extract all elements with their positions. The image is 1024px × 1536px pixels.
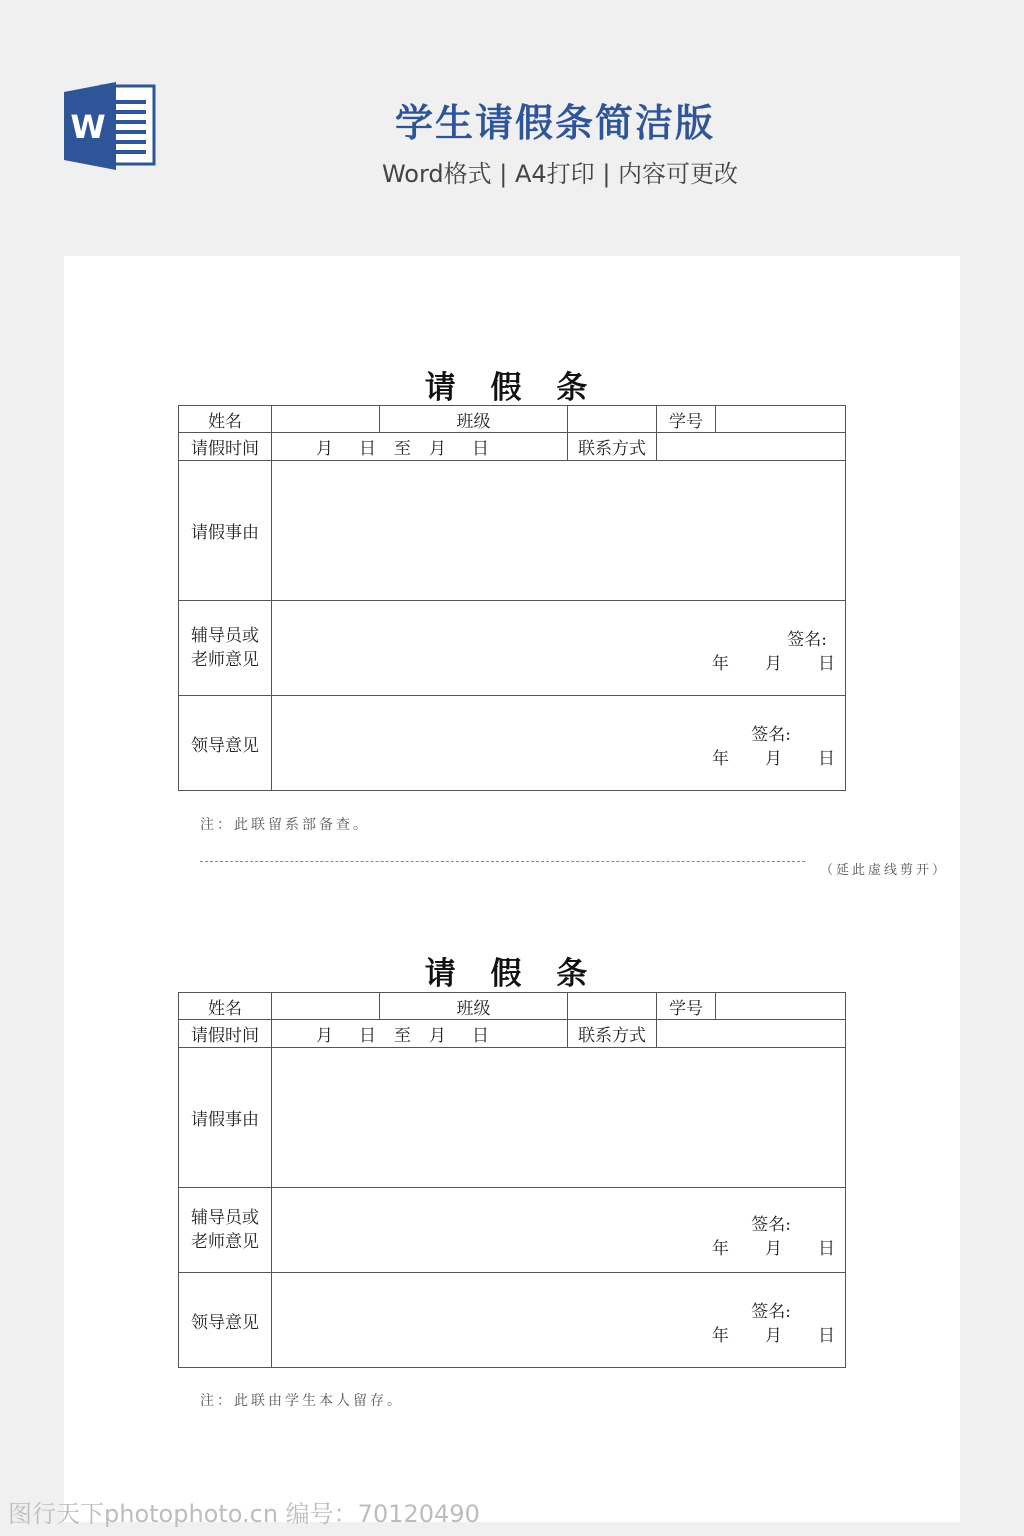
leave-time-label: 请假时间 <box>179 433 272 461</box>
cut-line <box>200 861 805 862</box>
leader-opinion-field[interactable] <box>272 1273 846 1368</box>
reason-field[interactable] <box>272 1048 846 1188</box>
svg-text:W: W <box>70 108 106 146</box>
class-field[interactable] <box>568 993 657 1020</box>
leader-opinion-field[interactable] <box>272 696 846 791</box>
page-title: 学生请假条简洁版 <box>394 101 715 145</box>
contact-label: 联系方式 <box>568 433 657 461</box>
leave-form-table <box>178 992 846 1368</box>
watermark: 图行天下photophoto.cn 编号：70120490 <box>8 1500 480 1528</box>
class-label: 班级 <box>380 406 568 433</box>
slip-note: 注：此联由学生本人留存。 <box>200 1393 404 1409</box>
leave-time-field[interactable]: 月 日 至 月 日 <box>272 433 568 461</box>
contact-field[interactable] <box>657 433 846 461</box>
student-id-field[interactable] <box>716 993 846 1020</box>
signature-label: 签名: <box>751 1302 791 1322</box>
student-id-label: 学号 <box>657 993 716 1020</box>
sign-date: 年 月 日 <box>712 1239 835 1259</box>
slip-note: 注：此联留系部备查。 <box>200 817 370 833</box>
advisor-opinion-field[interactable] <box>272 601 846 696</box>
reason-field[interactable] <box>272 461 846 601</box>
class-field[interactable] <box>568 406 657 433</box>
name-label: 姓名 <box>179 406 272 433</box>
advisor-opinion-label: 辅导员或 老师意见 <box>179 1188 272 1273</box>
cut-note: （延此虚线剪开） <box>820 863 949 878</box>
leave-time-field[interactable]: 月 日 至 月 日 <box>272 1020 568 1048</box>
page-subtitle: Word格式 | A4打印 | 内容可更改 <box>381 160 739 188</box>
name-field[interactable] <box>272 406 380 433</box>
reason-label: 请假事由 <box>179 1048 272 1188</box>
leader-opinion-label: 领导意见 <box>179 696 272 791</box>
class-label: 班级 <box>380 993 568 1020</box>
leave-time-label: 请假时间 <box>179 1020 272 1048</box>
sign-date: 年 月 日 <box>712 1326 835 1346</box>
student-id-field[interactable] <box>716 406 846 433</box>
slip-title: 请 假 条 <box>424 956 600 992</box>
word-document-icon <box>64 82 156 170</box>
name-label: 姓名 <box>179 993 272 1020</box>
name-field[interactable] <box>272 993 380 1020</box>
advisor-opinion-label: 辅导员或 老师意见 <box>179 601 272 696</box>
contact-label: 联系方式 <box>568 1020 657 1048</box>
sign-date: 年 月 日 <box>712 654 835 674</box>
signature-label: 签名: <box>787 630 827 650</box>
reason-label: 请假事由 <box>179 461 272 601</box>
student-id-label: 学号 <box>657 406 716 433</box>
contact-field[interactable] <box>657 1020 846 1048</box>
sign-date: 年 月 日 <box>712 749 835 769</box>
leave-form-table <box>178 405 846 791</box>
document-page <box>64 256 960 1522</box>
advisor-opinion-field[interactable] <box>272 1188 846 1273</box>
signature-label: 签名: <box>751 725 791 745</box>
signature-label: 签名: <box>751 1215 791 1235</box>
slip-title: 请 假 条 <box>424 370 600 406</box>
leader-opinion-label: 领导意见 <box>179 1273 272 1368</box>
